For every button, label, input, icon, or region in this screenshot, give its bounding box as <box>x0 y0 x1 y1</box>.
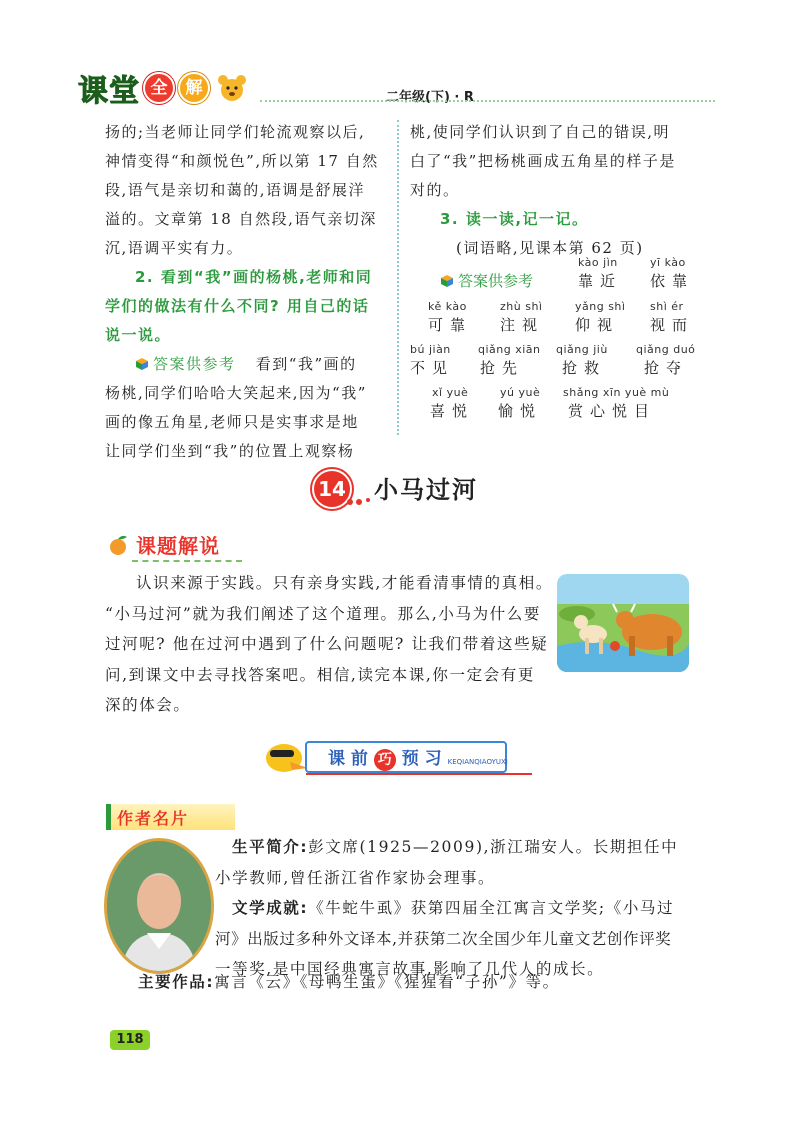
text-line: 看到“我”画的 <box>255 355 357 373</box>
cube-icon <box>440 274 454 288</box>
text-line: 《牛蛇牛虱》获第四届全江寓言文学奖;《小马过 <box>308 899 675 917</box>
author-photo <box>104 838 214 974</box>
word-hanzi: 可靠 <box>428 316 473 334</box>
word-pinyin: shǎng xīn yuè mù <box>563 386 670 399</box>
text-line: 扬的;当老师让同学们轮流观察以后, <box>105 123 366 141</box>
text-line: 问,到课文中去寻找答案吧。相信,读完本课,你一定会有更 <box>105 665 535 684</box>
word-hanzi: 抢救 <box>562 359 607 377</box>
banner-text-2: 巧 <box>374 749 396 771</box>
word-hanzi: 抢先 <box>480 359 525 377</box>
text-line: 沉,语调平实有力。 <box>105 239 244 257</box>
text-line: 小学教师,曾任浙江省作家协会理事。 <box>215 868 496 887</box>
intro-paragraph <box>105 568 555 721</box>
word-pinyin: yǎng shì <box>575 300 626 313</box>
word-hanzi: 不见 <box>410 359 455 377</box>
question-2-line: 说一说。 <box>105 326 172 344</box>
word-hanzi: 仰视 <box>575 316 620 334</box>
works-line <box>138 967 698 998</box>
bear-mascot-icon <box>216 73 248 103</box>
lesson-title: 小马过河 <box>374 475 478 504</box>
text-line: 白了“我”把杨桃画成五角星的样子是 <box>410 152 676 170</box>
horse-and-cow-illustration <box>557 574 689 672</box>
text-line: 桃,使同学们认识到了自己的错误,明 <box>410 123 671 141</box>
word-hanzi: 抢夺 <box>644 359 689 377</box>
text-line: 让同学们坐到“我”的位置上观察杨 <box>105 442 355 460</box>
word-pinyin: yī kào <box>650 256 686 269</box>
answer-line <box>105 350 395 379</box>
text-line: 彭文席(1925—2009),浙江瑞安人。长期担任中 <box>308 838 679 856</box>
text-line: 画的像五角星,老师只是实事求是地 <box>105 413 359 431</box>
question-2-line: 2. 看到“我”画的杨桃,老师和同 <box>135 268 373 286</box>
page-number: 118 <box>110 1030 150 1050</box>
text-line: 一等奖,是中国经典寓言故事,影响了几代人的成长。 <box>215 960 605 978</box>
word-hanzi: 喜悦 <box>430 402 475 420</box>
question-2-line: 学们的做法有什么不同? 用自己的话 <box>105 297 370 315</box>
word-hanzi: 注视 <box>500 316 545 334</box>
answer-line-right <box>440 270 533 291</box>
word-pinyin: kào jìn <box>578 256 618 269</box>
column-divider <box>397 120 399 435</box>
answer-label: 答案供参考 <box>153 355 236 373</box>
logo-char-ke: 课 <box>78 74 109 109</box>
author-card-label: 作者名片 <box>117 808 190 828</box>
text-line: 段,语气是亲切和蔼的,语调是舒展洋 <box>105 181 366 199</box>
text-line: 神情变得“和颜悦色”,所以第 17 自然 <box>105 152 379 170</box>
word-pinyin: kě kào <box>428 300 467 313</box>
author-card-tag <box>106 804 235 830</box>
works-label: 主要作品: <box>138 973 215 991</box>
word-pinyin: zhù shì <box>500 300 543 313</box>
word-hanzi: 赏心悦目 <box>568 402 657 420</box>
text-line: 认识来源于实践。只有亲身实践,才能看清事情的真相。 <box>136 574 553 592</box>
left-column-text <box>105 118 395 466</box>
word-pinyin: xǐ yuè <box>432 386 469 399</box>
word-pinyin: shì ér <box>650 300 684 313</box>
logo-char-tang: 堂 <box>109 74 140 109</box>
text-line: “小马过河”就为我们阐述了这个道理。那么,小马为什么要 <box>105 604 541 623</box>
banner-text-1: 课 前 <box>328 749 368 769</box>
author-bio <box>215 832 695 985</box>
word-hanzi: 依靠 <box>650 272 695 290</box>
banner-pinyin: KEQIANQIAOYUXI <box>447 758 508 766</box>
cube-icon <box>135 357 149 371</box>
word-pinyin: qiǎng xiān <box>478 343 541 356</box>
life-label: 生平简介: <box>232 838 309 856</box>
word-pinyin: qiǎng jiù <box>556 343 608 356</box>
word-hanzi: 靠近 <box>578 272 623 290</box>
logo-char-jie: 解 <box>178 72 210 104</box>
peach-icon <box>106 534 130 556</box>
text-line: 寓言《云》《母鸭生蛋》《猩猩看“子孙”》等。 <box>214 973 560 991</box>
text-line: 深的体会。 <box>105 696 191 714</box>
question-3: 3. 读一读,记一记。 <box>440 210 589 228</box>
heading-underline <box>132 560 242 562</box>
book-logo <box>78 70 248 109</box>
word-hanzi: 视而 <box>650 316 695 334</box>
grade-label: 二年级(下) · R <box>386 90 474 105</box>
section-heading <box>106 530 220 559</box>
text-line: 溢的。文章第 18 自然段,语气亲切深 <box>105 210 377 228</box>
right-column-text <box>410 118 700 263</box>
banner-text-3: 预 习 <box>401 749 442 769</box>
achievement-label: 文学成就: <box>232 899 309 917</box>
text-line: 对的。 <box>410 181 460 199</box>
answer-label: 答案供参考 <box>458 272 534 290</box>
banner-text <box>328 744 508 771</box>
word-pinyin: yú yuè <box>500 386 541 399</box>
decorative-dots-icon <box>346 496 372 506</box>
logo-char-quan: 全 <box>143 72 175 104</box>
word-hanzi: 愉悦 <box>498 402 543 420</box>
text-line: 河》出版过多种外文译本,并获第二次全国少年儿童文艺创作评奖 <box>215 929 672 948</box>
note-line: (词语略,见课本第 62 页) <box>456 239 644 257</box>
text-line: 过河呢? 他在过河中遇到了什么问题呢? 让我们带着这些疑 <box>105 635 549 653</box>
text-line: 杨桃,同学们哈哈大笑起来,因为“我” <box>105 384 367 402</box>
word-pinyin: bú jiàn <box>410 343 451 356</box>
word-pinyin: qiǎng duó <box>636 343 696 356</box>
header-divider <box>260 100 715 102</box>
lesson-number: 14 <box>312 469 352 509</box>
section-heading-text: 课题解说 <box>136 534 220 558</box>
